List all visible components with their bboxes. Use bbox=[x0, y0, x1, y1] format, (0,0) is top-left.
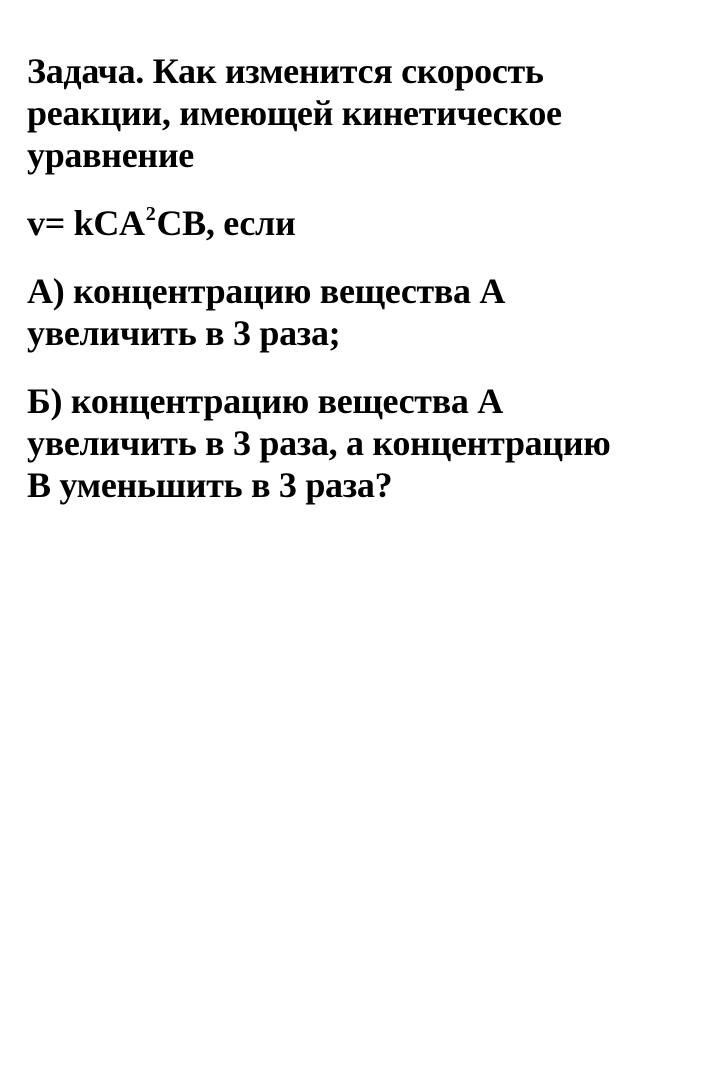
equation-prefix: v= kCA bbox=[27, 203, 145, 243]
equation-suffix: CB, если bbox=[156, 203, 296, 243]
kinetic-equation bbox=[27, 202, 697, 244]
option-b-line: увеличить в 3 раза, а концентрацию bbox=[27, 423, 611, 463]
option-b-line: Б) концентрацию вещества А bbox=[27, 381, 503, 421]
option-a-line: А) концентрацию вещества А bbox=[27, 271, 506, 311]
option-a bbox=[27, 270, 697, 354]
task-line: Задача. Как изменится скорость bbox=[27, 51, 544, 91]
task-statement bbox=[27, 50, 697, 176]
equation-exponent: 2 bbox=[145, 203, 156, 225]
task-line: реакции, имеющей кинетическое bbox=[27, 93, 562, 133]
task-line: уравнение bbox=[27, 135, 194, 175]
option-b bbox=[27, 380, 697, 506]
option-b-line: В уменьшить в 3 раза? bbox=[27, 465, 393, 505]
option-a-line: увеличить в 3 раза; bbox=[27, 313, 341, 353]
problem-text bbox=[27, 50, 697, 532]
